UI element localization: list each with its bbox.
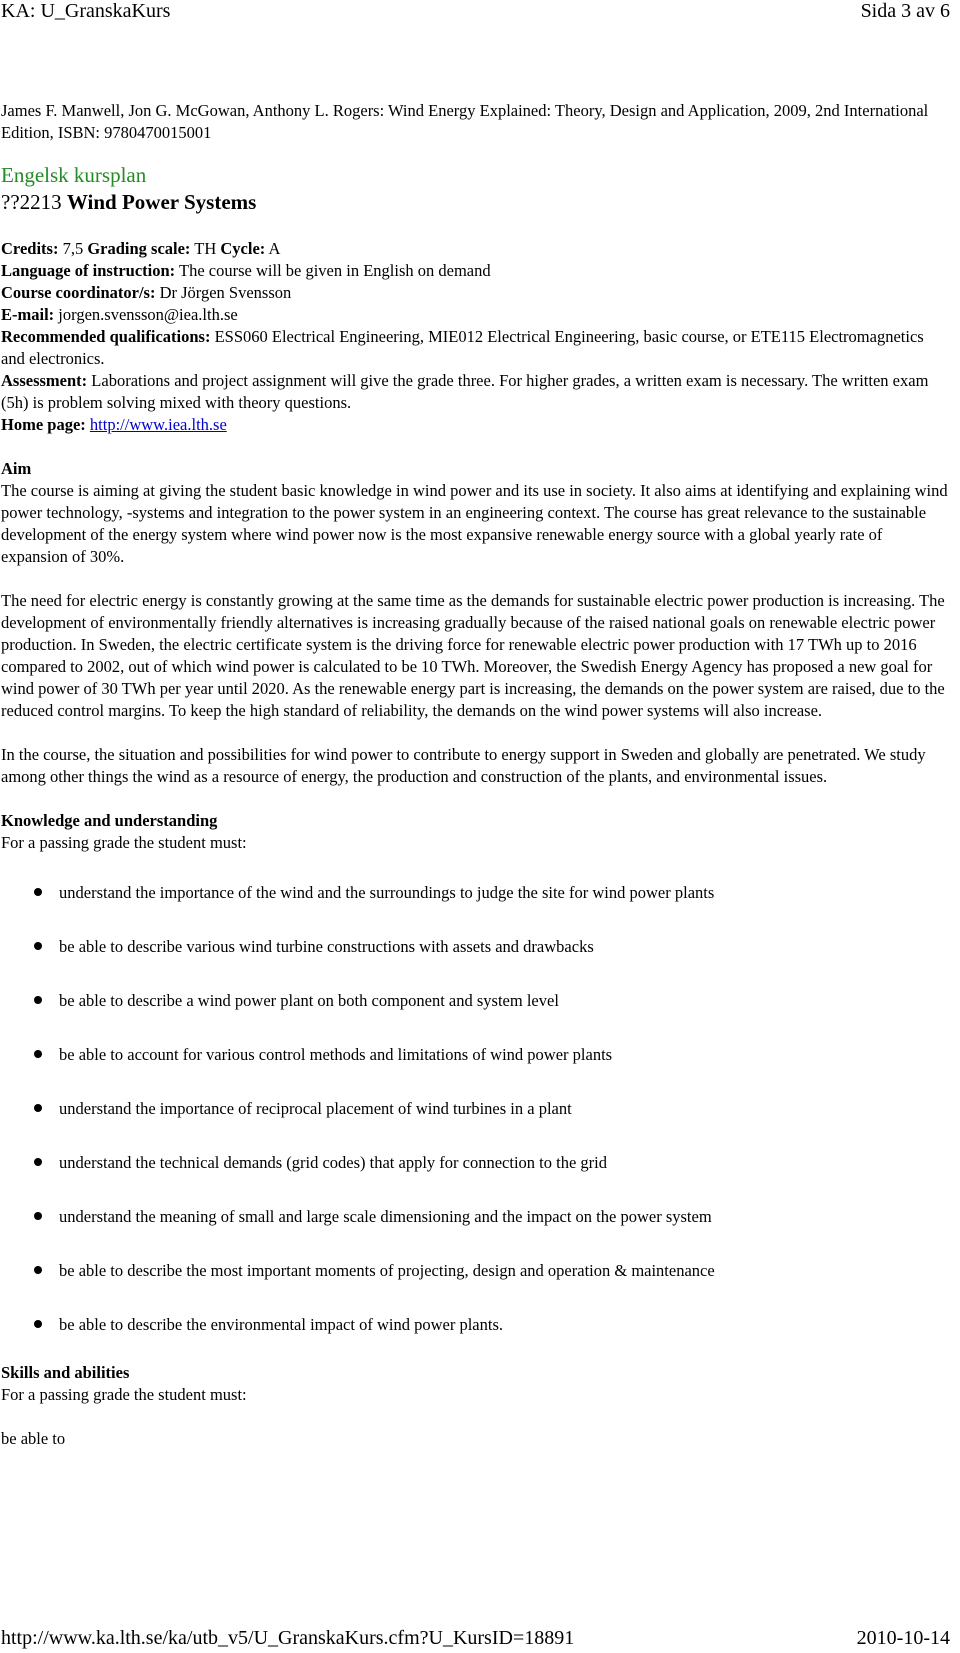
aim-heading xyxy=(1,458,951,480)
knowledge-list xyxy=(1,882,951,1368)
list-item-text: understand the importance of reciprocal placement of wind turbines in a plant xyxy=(59,1099,572,1118)
list-item-text: be able to describe a wind power plant on both component and system level xyxy=(59,991,559,1010)
grading-value: TH xyxy=(194,239,217,258)
coordinator-value: Dr Jörgen Svensson xyxy=(159,283,292,302)
qualifications-label: Recommended qualifications: xyxy=(1,327,211,346)
bullet-icon xyxy=(34,1050,42,1058)
bullet-icon xyxy=(34,1212,42,1220)
qualifications-value: ESS060 Electrical Engineering, MIE012 Electrical Engineering, basic course, or ETE115 Electromagnetics and electronics. xyxy=(1,327,924,368)
aim-paragraph-3: In the course, the situation and possibilities for wind power to contribute to energy support in Sweden and globally are penetrated. We study among other things the wind as a resource of energy, the production and construction of the plants, and environmental issues. xyxy=(1,745,926,786)
cycle-value: A xyxy=(268,239,281,258)
grading-label: Grading scale: xyxy=(87,239,191,258)
list-item-text: be able to describe the environmental impact of wind power plants. xyxy=(59,1315,503,1334)
list-item xyxy=(1,882,951,936)
footer-date: 2010-10-14 xyxy=(856,1627,950,1649)
bullet-icon xyxy=(34,1320,42,1328)
aim-paragraph-2: The need for electric energy is constantly growing at the same time as the demands for sustainable electric power production is increasing. The development of environmentally friendly alternatives is increasing gradually because of the raised national goals on renewable electric power production. In Sweden, the electric certificate system is the driving force for renewable electric power production with 17 TWh up to 2016 compared to 2002, out of which wind power is calculated to be 10 TWh. Moreover, the Swedish Energy Agency has proposed a new goal for wind power of 30 TWh per year until 2020. As the renewable energy part is increasing, the demands on the power system are raised, due to the reduced control margins. To keep the high standard of reliability, the demands on the wind power systems will also increase. xyxy=(1,591,945,720)
bullet-icon xyxy=(34,996,42,1004)
footer-url: http://www.ka.lth.se/ka/utb_v5/U_GranskaKurs.cfm?U_KursID=18891 xyxy=(1,1627,575,1649)
header-title: KA: U_GranskaKurs xyxy=(1,0,171,22)
coordinator-line xyxy=(1,282,951,304)
email-value: jorgen.svensson@iea.lth.se xyxy=(58,305,238,324)
course-title xyxy=(1,188,951,216)
list-item xyxy=(1,1152,951,1206)
language-line xyxy=(1,260,951,282)
credits-label: Credits: xyxy=(1,239,59,258)
skills-text: be able to xyxy=(1,1429,66,1448)
list-item-text: understand the technical demands (grid codes) that apply for connection to the grid xyxy=(59,1153,607,1172)
knowledge-intro: For a passing grade the student must: xyxy=(1,833,247,852)
course-code: ??2213 xyxy=(1,190,62,214)
document-body xyxy=(1,100,951,1450)
list-item xyxy=(1,1260,951,1314)
bullet-icon xyxy=(34,1158,42,1166)
skills-intro: For a passing grade the student must: xyxy=(1,1385,247,1404)
list-item-text: be able to describe the most important moments of projecting, design and operation & maintenance xyxy=(59,1261,715,1280)
bullet-icon xyxy=(34,942,42,950)
homepage-label: Home page: xyxy=(1,415,86,434)
bullet-icon xyxy=(34,888,42,896)
bullet-icon xyxy=(34,1104,42,1112)
list-item-text: understand the meaning of small and large scale dimensioning and the impact on the power system xyxy=(59,1207,712,1226)
qualifications-line xyxy=(1,326,951,370)
credits-value: 7,5 xyxy=(62,239,84,258)
cycle-label: Cycle: xyxy=(220,239,266,258)
assessment-label: Assessment: xyxy=(1,371,88,390)
list-item xyxy=(1,1098,951,1152)
email-line xyxy=(1,304,951,326)
bullet-icon xyxy=(34,1266,42,1274)
list-item xyxy=(1,1044,951,1098)
coordinator-label: Course coordinator/s: xyxy=(1,283,156,302)
homepage-link[interactable]: http://www.iea.lth.se xyxy=(89,415,227,434)
list-item-text: be able to describe various wind turbine constructions with assets and drawbacks xyxy=(59,937,594,956)
language-label: Language of instruction: xyxy=(1,261,176,280)
homepage-line xyxy=(1,414,951,436)
aim-paragraph-1: The course is aiming at giving the student basic knowledge in wind power and its use in society. It also aims at identifying and explaining wind power technology, -systems and integration to the power system in an engineering context. The course has great relevance to the sustainable development of the energy system where wind power now is the most expansive renewable energy source with a global yearly rate of expansion of 30%. xyxy=(1,481,948,566)
knowledge-heading-text: Knowledge and understanding xyxy=(1,811,218,830)
page-footer xyxy=(0,1627,960,1653)
course-name: Wind Power Systems xyxy=(66,190,257,214)
assessment-line xyxy=(1,370,951,414)
list-item xyxy=(1,990,951,1044)
email-label: E-mail: xyxy=(1,305,55,324)
list-item xyxy=(1,936,951,990)
section-label: Engelsk kursplan xyxy=(1,163,147,187)
list-item xyxy=(1,1206,951,1260)
page-header xyxy=(0,0,960,24)
list-item-text: understand the importance of the wind and the surroundings to judge the site for wind power plants xyxy=(59,883,715,902)
knowledge-heading xyxy=(1,810,951,832)
list-item-text: be able to account for various control methods and limitations of wind power plants xyxy=(59,1045,613,1064)
aim-heading-text: Aim xyxy=(1,459,32,478)
list-item xyxy=(1,1314,951,1368)
literature-reference: James F. Manwell, Jon G. McGowan, Anthony L. Rogers: Wind Energy Explained: Theory, Design and Application, 2009, 2nd International Edition, ISBN: 9780470015001 xyxy=(1,101,929,142)
assessment-value: Laborations and project assignment will give the grade three. For higher grades, a written exam is necessary. The written exam (5h) is problem solving mixed with theory questions. xyxy=(1,371,929,412)
credits-line xyxy=(1,238,951,260)
skills-heading-text: Skills and abilities xyxy=(1,1363,130,1382)
language-value: The course will be given in English on demand xyxy=(179,261,491,280)
page-number: Sida 3 av 6 xyxy=(860,0,950,22)
